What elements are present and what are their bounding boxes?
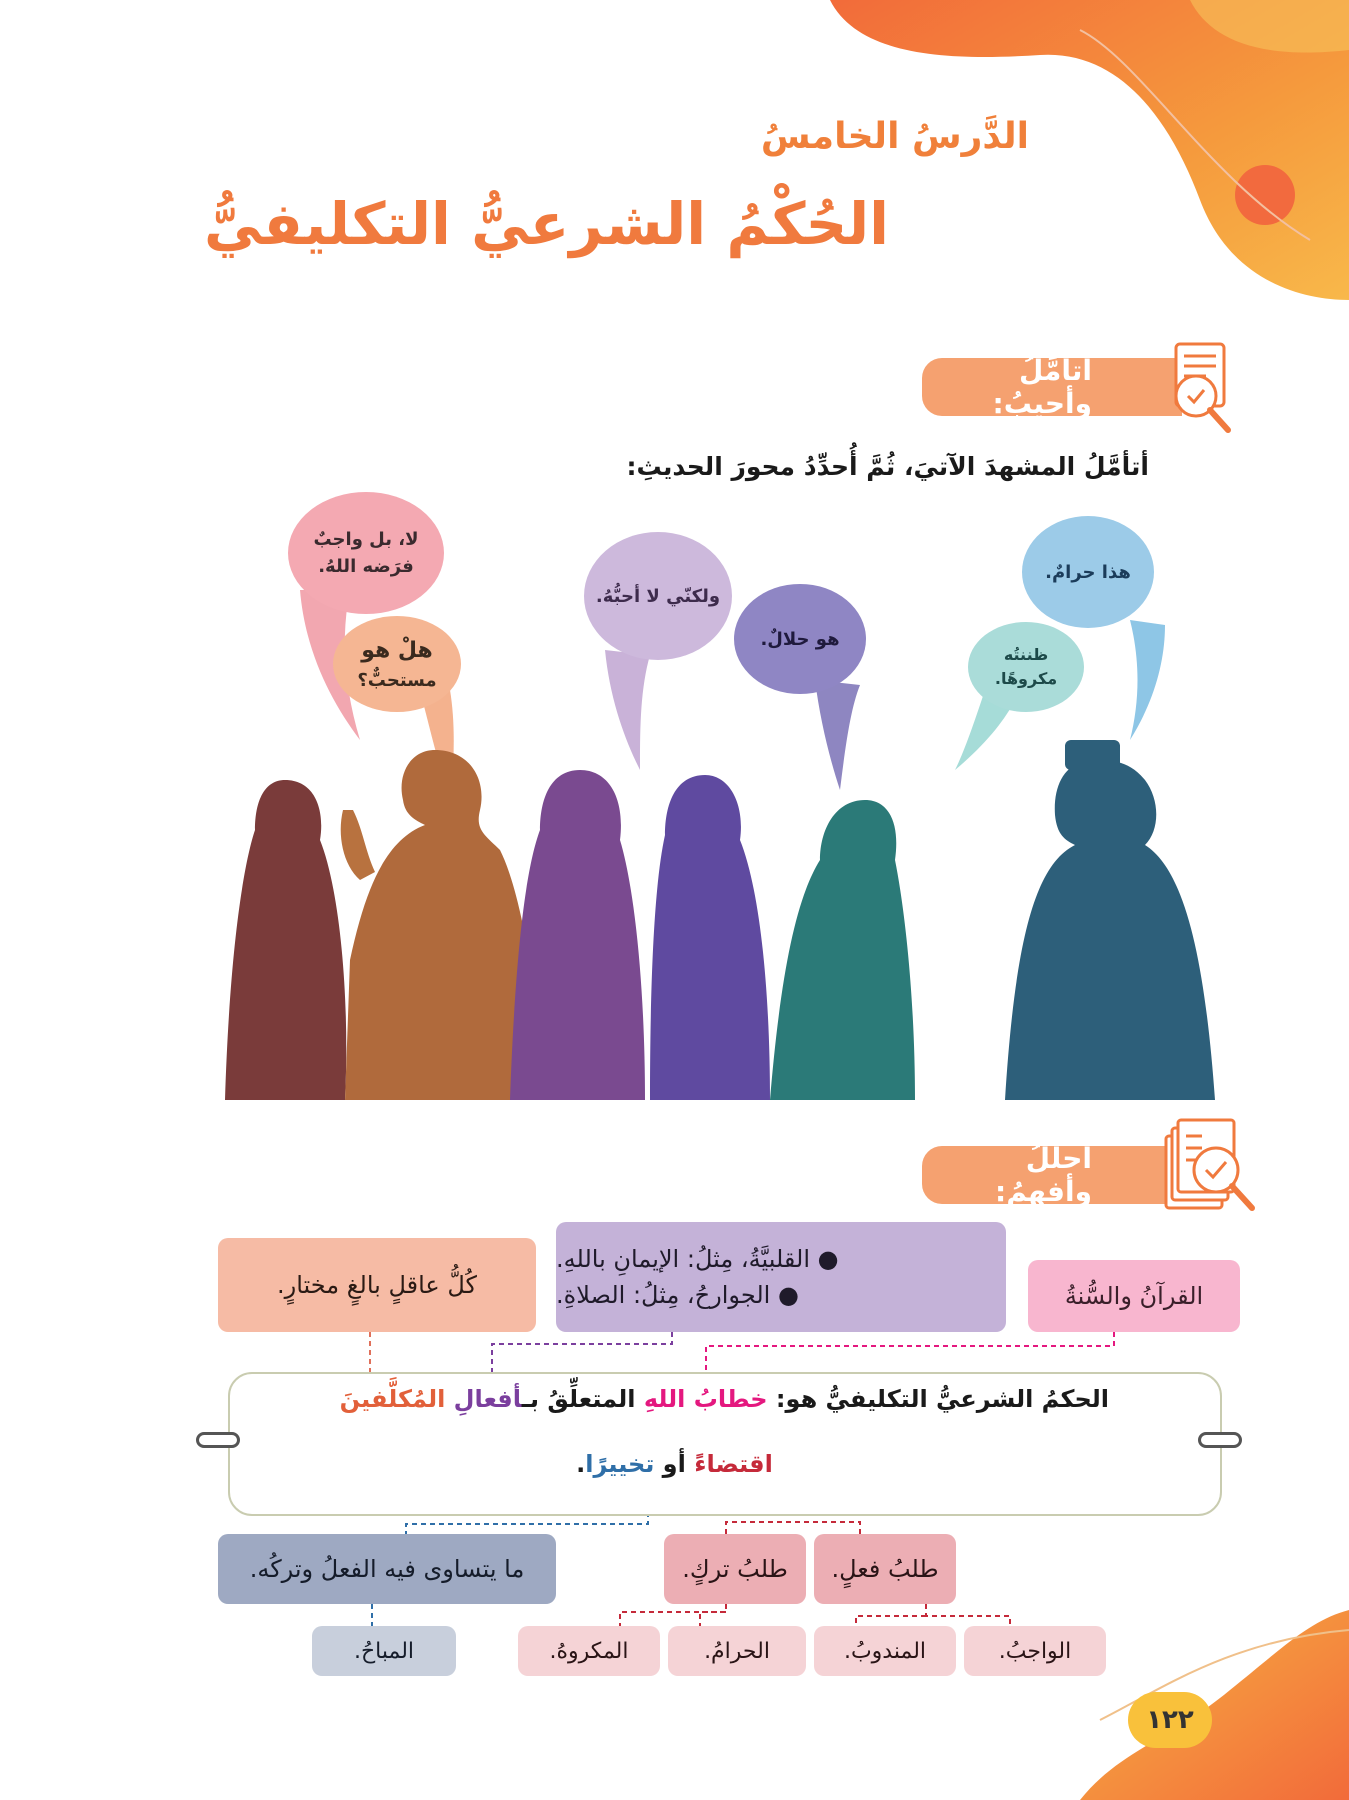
bubble-teal-line1: ظننتُه xyxy=(1003,645,1049,664)
section-title-reflect: أتأمَّلُ وأجيبُ: xyxy=(992,354,1092,420)
reflect-question: أتأمَّلُ المشهدَ الآتيَ، ثُمَّ أُحدِّدُ محورَ الحديثِ: xyxy=(626,452,1149,481)
definition-line-1 xyxy=(340,1385,1109,1413)
actions-limbs-text: الجوارحُ، مِثلُ: الصلاةِ. xyxy=(556,1281,771,1309)
bubble-purple-text: هو حلالٌ. xyxy=(760,628,840,650)
definition-line-2 xyxy=(0,1450,1349,1478)
box-mubah-text: المباحُ. xyxy=(353,1638,415,1664)
right-paperclip-icon xyxy=(1198,1432,1242,1448)
actions-bullet-heart: ● القلبيَّةُ، مِثلُ: الإيمانِ باللهِ. xyxy=(556,1245,839,1273)
box-haram xyxy=(668,1626,806,1676)
box-mukallaf-text: كُلُّ عاقلٍ بالغٍ مختارٍ. xyxy=(277,1271,477,1299)
bubble-orange-line1: هلْ هو xyxy=(361,638,433,663)
box-mubah-definition xyxy=(218,1534,556,1604)
box-makruh-text: المكروهُ. xyxy=(549,1638,629,1664)
box-wajib-text: الواجبُ. xyxy=(998,1638,1072,1664)
box-wajib xyxy=(964,1626,1106,1676)
def-aw: أو xyxy=(654,1450,695,1478)
box-mandub xyxy=(814,1626,956,1676)
box-talab-fil-text: طلبُ فعلٍ. xyxy=(831,1555,939,1583)
page-number: ١٢٢ xyxy=(1128,1692,1212,1748)
section-title-analyze: أُحلِّلُ وأفهمُ: xyxy=(995,1142,1092,1208)
lesson-label: الدَّرسُ الخامسُ xyxy=(760,116,1029,157)
box-mubah-definition-text: ما يتساوى فيه الفعلُ وتركُه. xyxy=(249,1555,525,1583)
box-talab-tark xyxy=(664,1534,806,1604)
def-dot: . xyxy=(576,1450,586,1478)
def-mutaalliq: المتعلِّقُ xyxy=(539,1385,644,1413)
bubble-orange-line2: مستحبٌّ؟ xyxy=(357,670,437,691)
bubble-teal-line2: مكروهًا. xyxy=(994,669,1058,688)
bubble-pink-line1: لا، بل واجبٌ xyxy=(313,529,419,550)
left-paperclip-icon xyxy=(196,1432,240,1448)
def-mukallafin: المُكلَّفينَ xyxy=(339,1385,454,1413)
box-mandub-text: المندوبُ. xyxy=(843,1638,927,1664)
box-talab-fil xyxy=(814,1534,956,1604)
box-haram-text: الحرامُ. xyxy=(704,1638,770,1664)
lesson-title: الحُكْمُ الشرعيُّ التكليفيُّ xyxy=(204,190,889,258)
def-takhyir: تخييرًا xyxy=(585,1450,655,1478)
box-talab-tark-text: طلبُ تركٍ. xyxy=(682,1555,788,1583)
actions-bullet-limbs: ● الجوارحُ، مِثلُ: الصلاةِ. xyxy=(556,1281,799,1309)
box-makruh xyxy=(518,1626,660,1676)
def-afaal: أفعالِ xyxy=(453,1385,522,1413)
bubble-pink-line2: فرَضه اللهُ. xyxy=(318,556,414,577)
bubble-lavender-text: ولكنّي لا أحبُّهُ. xyxy=(595,585,721,607)
def-khitab: خطابُ اللهِ xyxy=(643,1385,768,1413)
actions-heart-text: القلبيَّةُ، مِثلُ: الإيمانِ باللهِ. xyxy=(556,1245,811,1273)
def-iqtida: اقتضاءً xyxy=(694,1450,773,1478)
def-bi: بـ xyxy=(521,1385,539,1413)
box-quran-sunnah-text: القرآنُ والسُّنةُ xyxy=(1064,1282,1204,1310)
def-part1: الحكمُ الشرعيُّ التكليفيُّ هو: xyxy=(767,1385,1109,1413)
box-mubah xyxy=(312,1626,456,1676)
bubble-blue-text: هذا حرامٌ. xyxy=(1045,561,1131,583)
